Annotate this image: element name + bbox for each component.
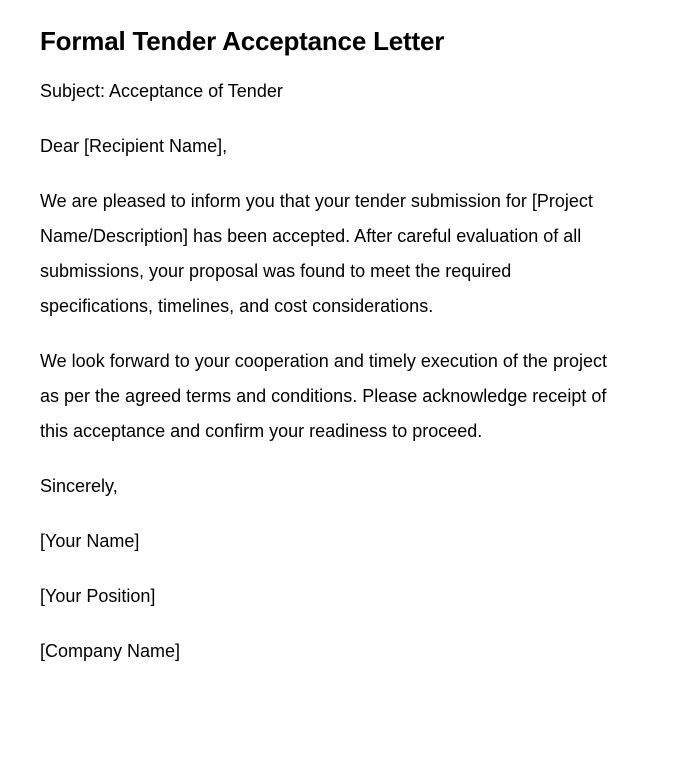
signature-company-name: [Company Name] bbox=[40, 641, 181, 661]
page-title: Formal Tender Acceptance Letter bbox=[40, 26, 445, 56]
signature-your-name: [Your Name] bbox=[40, 531, 140, 551]
body-paragraph-1: We are pleased to inform you that your tender submission for [Project Name/Description] has been accepted. After careful evaluation of all submissions, your proposal was found to meet the required specifications, timelines, and cost considerations. bbox=[40, 191, 593, 316]
letter-body bbox=[40, 74, 628, 669]
closing: Sincerely, bbox=[40, 476, 118, 496]
body-paragraph-2: We look forward to your cooperation and timely execution of the project as per the agreed terms and conditions. Please acknowledge receipt of this acceptance and confirm your readiness to proceed. bbox=[40, 351, 607, 441]
subject-line: Subject: Acceptance of Tender bbox=[40, 81, 283, 101]
salutation: Dear [Recipient Name], bbox=[40, 136, 228, 156]
signature-your-position: [Your Position] bbox=[40, 586, 156, 606]
